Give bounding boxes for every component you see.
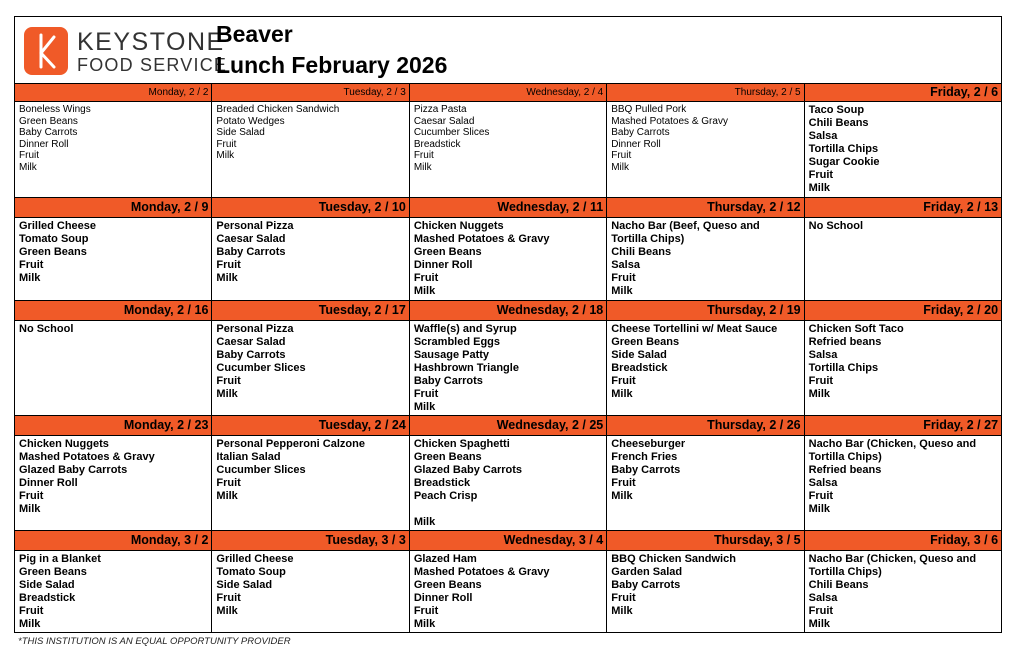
day-header: Monday, 3 / 2 [15, 531, 212, 550]
menu-item: Milk [611, 285, 633, 297]
menu-item: Mashed Potatoes & Gravy [611, 115, 728, 127]
menu-item: French Fries [611, 451, 678, 463]
day-cell [15, 321, 212, 416]
day-cell [15, 436, 212, 531]
menu-item: Fruit [19, 259, 44, 271]
brand-name: KEYSTONE [77, 28, 225, 56]
menu-item: Pizza Pasta [413, 104, 467, 115]
day-header: Wednesday, 2 / 11 [410, 198, 607, 217]
day-header: Monday, 2 / 16 [15, 301, 212, 320]
menu-item: Breadstick [413, 477, 471, 489]
menu-item: Mashed Potatoes & Gravy [413, 233, 550, 245]
menu-item: Dinner Roll [19, 477, 78, 489]
menu-item: Chili Beans [611, 246, 672, 258]
menu-item: Waffle(s) and Syrup [413, 323, 517, 335]
menu-item: Cucumber Slices [413, 127, 490, 139]
day-cell [607, 551, 804, 632]
menu-item: Breadstick [19, 592, 76, 604]
day-header: Tuesday, 2 / 24 [212, 416, 409, 435]
menu-item: Milk [216, 490, 238, 502]
menu-item: Side Salad [19, 579, 75, 591]
day-cell [607, 218, 804, 301]
menu-item: Fruit [216, 259, 241, 271]
week-row [15, 531, 1001, 632]
menu-item: Cucumber Slices [216, 464, 306, 476]
day-header: Thursday, 2 / 26 [607, 416, 804, 435]
day-cell [410, 218, 607, 301]
day-cell [15, 551, 212, 632]
menu-item: Tomato Soup [19, 233, 89, 245]
menu-item: Milk [413, 401, 436, 413]
menu-item: Chicken Spaghetti [413, 438, 510, 450]
keystone-k-logo-icon [24, 27, 68, 75]
menu-item: Glazed Ham [413, 553, 477, 565]
day-cell [410, 436, 607, 531]
menu-item: Baby Carrots [216, 246, 286, 258]
day-cell [212, 436, 409, 531]
menu-item: Fruit [413, 388, 439, 400]
menu-item: Baby Carrots [611, 127, 670, 139]
menu-item: Milk [19, 161, 37, 173]
school-title: Beaver [216, 21, 293, 47]
day-cell [410, 321, 607, 416]
menu-item: Tortilla Chips) [611, 233, 685, 245]
day-header: Friday, 3 / 6 [930, 533, 999, 547]
menu-item: Milk [808, 503, 831, 515]
menu-item: Tomato Soup [216, 566, 286, 578]
week-row [15, 301, 1001, 416]
brand-subtitle: FOOD SERVICE [77, 55, 228, 75]
menu-item: Caesar Salad [216, 233, 286, 245]
day-header: Friday, 2 / 13 [923, 200, 999, 214]
menu-item: Baby Carrots [413, 375, 483, 387]
menu-item: Milk [413, 618, 436, 630]
menu-item: Nacho Bar (Beef, Queso and [611, 220, 760, 232]
day-header: Monday, 2 / 9 [15, 198, 212, 217]
footer-note: *THIS INSTITUTION IS AN EQUAL OPPORTUNITY PROVIDER [18, 636, 291, 647]
menu-item: Italian Salad [216, 451, 281, 463]
menu-item: Salsa [808, 349, 838, 361]
day-cell [212, 321, 409, 416]
menu-item: Chicken Nuggets [19, 438, 109, 450]
menu-item: Dinner Roll [19, 138, 69, 150]
menu-item: Fruit [808, 169, 834, 181]
menu-item: Side Salad [216, 127, 265, 139]
menu-item: Fruit [19, 605, 44, 617]
menu-item: Nacho Bar (Chicken, Queso and [808, 553, 977, 565]
day-cell [607, 436, 804, 531]
menu-item: Baby Carrots [611, 464, 681, 476]
menu-item: Baby Carrots [19, 127, 78, 139]
menu-item: Fruit [413, 272, 439, 284]
menu-item: Glazed Baby Carrots [413, 464, 523, 476]
day-header: Thursday, 2 / 5 [607, 84, 804, 101]
day-cell [410, 551, 607, 632]
menu-item: Milk [216, 605, 238, 617]
menu-item: Pig in a Blanket [19, 553, 101, 565]
menu-item: Milk [611, 161, 629, 173]
menu-item: Milk [216, 388, 238, 400]
menu-item: Green Beans [413, 579, 482, 591]
menu-item: Fruit [611, 375, 636, 387]
menu-item: Cucumber Slices [216, 362, 306, 374]
menu-item: Baby Carrots [216, 349, 286, 361]
menu-item: Fruit [413, 150, 434, 162]
day-cell [805, 218, 1001, 301]
menu-item: Personal Pepperoni Calzone [216, 438, 365, 450]
menu-item: Fruit [413, 605, 439, 617]
menu-item: Chili Beans [808, 579, 869, 591]
menu-item: Chicken Soft Taco [808, 323, 904, 335]
menu-item: Milk [19, 272, 41, 284]
menu-item: Fruit [611, 150, 632, 162]
menu-item: Fruit [216, 138, 237, 150]
day-header-row [15, 416, 1001, 436]
day-cell [15, 218, 212, 301]
menu-item: Salsa [808, 130, 838, 142]
menu-item: Milk [19, 618, 41, 630]
menu-item: Breadstick [413, 138, 461, 150]
menu-item: Nacho Bar (Chicken, Queso and [808, 438, 977, 450]
menu-item: Fruit [611, 272, 636, 284]
menu-item: Milk [808, 182, 831, 194]
menu-item: Tortilla Chips [808, 143, 879, 155]
menu-item: Milk [216, 272, 238, 284]
menu-item: Scrambled Eggs [413, 336, 501, 348]
menu-item: Milk [611, 388, 633, 400]
day-header: Friday, 2 / 27 [923, 418, 999, 432]
day-cell [805, 321, 1001, 416]
day-header-row [15, 531, 1001, 551]
menu-item: Fruit [808, 490, 834, 502]
day-header-row [15, 301, 1001, 321]
menu-item: Chicken Nuggets [413, 220, 504, 232]
menu-item: Fruit [611, 592, 636, 604]
menu-item: Milk [611, 490, 633, 502]
menu-item: Refried beans [808, 336, 882, 348]
menu-item: Chili Beans [808, 117, 869, 129]
menu-item: Green Beans [19, 115, 78, 127]
menu-item: Boneless Wings [19, 104, 91, 115]
menu-item: Milk [19, 503, 41, 515]
day-header: Tuesday, 2 / 3 [212, 84, 409, 101]
menu-item: Sugar Cookie [808, 156, 880, 168]
menu-item: Fruit [216, 592, 241, 604]
menu-item: Milk [413, 516, 436, 528]
menu-sheet [14, 16, 1002, 633]
day-header: Tuesday, 3 / 3 [212, 531, 409, 550]
menu-item: Peach Crisp [413, 490, 478, 502]
menu-item: Salsa [808, 477, 838, 489]
menu-item: Milk [808, 618, 831, 630]
menu-item: No School [808, 220, 864, 232]
day-header-row [15, 198, 1001, 218]
menu-item: Baby Carrots [611, 579, 681, 591]
menu-item [414, 503, 602, 516]
menu-item: Personal Pizza [216, 323, 294, 335]
header [15, 17, 1001, 84]
menu-item: Salsa [611, 259, 640, 271]
menu-item: Fruit [808, 605, 834, 617]
menu-item: Glazed Baby Carrots [19, 464, 128, 476]
menu-item: Green Beans [611, 336, 680, 348]
menu-item: Dinner Roll [413, 259, 473, 271]
day-header: Tuesday, 2 / 17 [212, 301, 409, 320]
menu-item: Milk [413, 161, 432, 173]
day-header-row [15, 84, 1001, 102]
day-cell [15, 102, 212, 198]
menu-item: Tortilla Chips) [808, 451, 882, 463]
day-header: Wednesday, 3 / 4 [410, 531, 607, 550]
menu-item: Refried beans [808, 464, 882, 476]
menu-item: Sausage Patty [413, 349, 490, 361]
menu-item: Fruit [19, 490, 44, 502]
menu-item: Mashed Potatoes & Gravy [19, 451, 155, 463]
menu-item: Side Salad [611, 349, 667, 361]
menu-item: Potato Wedges [216, 115, 285, 127]
menu-item: Caesar Salad [413, 115, 475, 127]
menu-item: Milk [413, 285, 436, 297]
day-cell [212, 102, 409, 198]
menu-item: Tortilla Chips) [808, 566, 882, 578]
week-row [15, 416, 1001, 531]
day-cell [805, 551, 1001, 632]
menu-item: Breaded Chicken Sandwich [216, 104, 340, 115]
day-header: Monday, 2 / 2 [15, 84, 212, 101]
menu-item: Salsa [808, 592, 838, 604]
menu-item: Green Beans [19, 246, 87, 258]
week-row [15, 84, 1001, 198]
menu-item: Fruit [216, 375, 241, 387]
day-header: Thursday, 2 / 12 [607, 198, 804, 217]
day-cell [607, 102, 804, 198]
menu-item: Green Beans [413, 246, 482, 258]
day-header: Tuesday, 2 / 10 [212, 198, 409, 217]
day-header: Friday, 2 / 6 [930, 85, 999, 99]
menu-item: BBQ Chicken Sandwich [611, 553, 736, 565]
menu-item: Garden Salad [611, 566, 683, 578]
day-header: Thursday, 2 / 19 [607, 301, 804, 320]
day-header: Monday, 2 / 23 [15, 416, 212, 435]
menu-item: No School [19, 323, 74, 335]
menu-item: Taco Soup [808, 104, 865, 116]
menu-item: Dinner Roll [413, 592, 473, 604]
day-header: Thursday, 3 / 5 [607, 531, 804, 550]
day-cell [212, 218, 409, 301]
menu-item: Milk [216, 150, 235, 162]
day-cell [805, 436, 1001, 531]
day-header: Wednesday, 2 / 4 [410, 84, 607, 101]
menu-item: Breadstick [611, 362, 668, 374]
calendar-grid [15, 84, 1001, 632]
menu-item: Side Salad [216, 579, 273, 591]
menu-item: Fruit [808, 375, 834, 387]
week-row [15, 198, 1001, 301]
menu-item: Hashbrown Triangle [413, 362, 519, 374]
day-cell [410, 102, 607, 198]
menu-item: Grilled Cheese [19, 220, 97, 232]
menu-item: Caesar Salad [216, 336, 286, 348]
menu-item: Tortilla Chips [808, 362, 879, 374]
menu-item: Milk [808, 388, 831, 400]
menu-item: Fruit [19, 150, 39, 162]
menu-item: Personal Pizza [216, 220, 294, 232]
menu-item: Cheese Tortellini w/ Meat Sauce [611, 323, 778, 335]
menu-item: Green Beans [413, 451, 482, 463]
menu-item: Milk [611, 605, 633, 617]
menu-item: Fruit [216, 477, 241, 489]
menu-item: Fruit [611, 477, 636, 489]
menu-title: Lunch February 2026 [216, 52, 448, 78]
menu-item: Grilled Cheese [216, 553, 294, 565]
day-cell [805, 102, 1001, 198]
menu-item: BBQ Pulled Pork [611, 104, 687, 115]
menu-item: Dinner Roll [611, 138, 661, 150]
day-header: Wednesday, 2 / 25 [410, 416, 607, 435]
menu-item: Green Beans [19, 566, 87, 578]
day-cell [607, 321, 804, 416]
day-header: Wednesday, 2 / 18 [410, 301, 607, 320]
day-cell [212, 551, 409, 632]
menu-item: Mashed Potatoes & Gravy [413, 566, 550, 578]
day-header: Friday, 2 / 20 [923, 303, 999, 317]
menu-item: Cheeseburger [611, 438, 686, 450]
